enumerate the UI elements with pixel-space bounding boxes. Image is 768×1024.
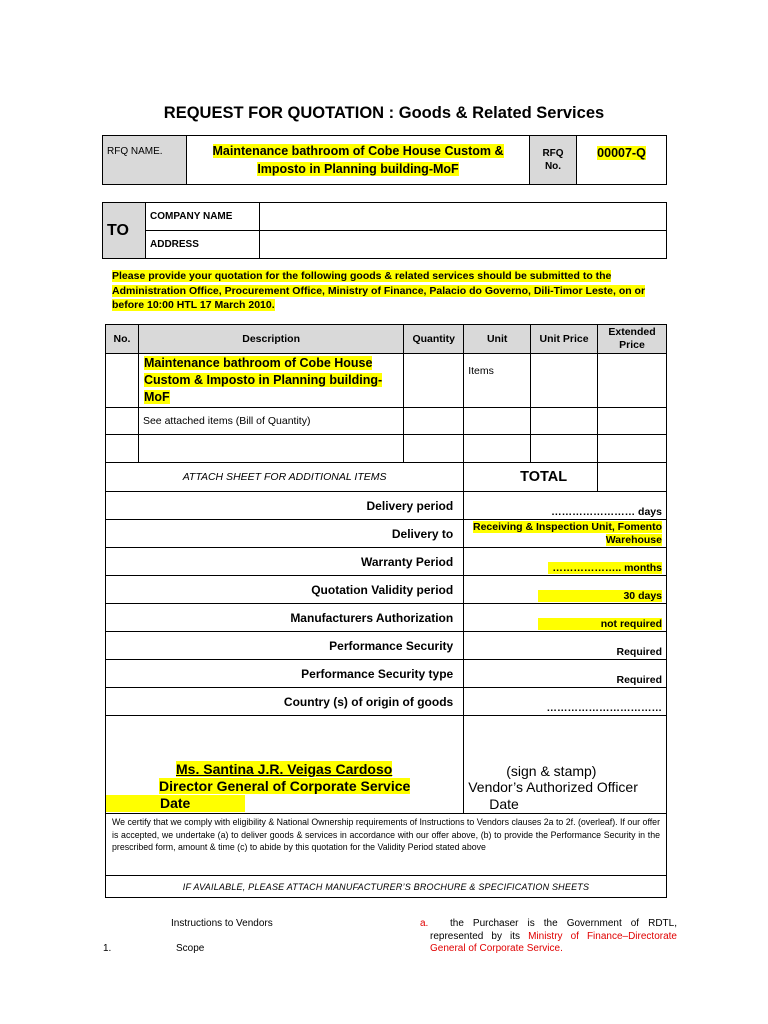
- term-label: Delivery period: [106, 492, 464, 520]
- term-label: Quotation Validity period: [106, 576, 464, 604]
- term-value: ……………….. months: [548, 562, 662, 574]
- term-row: [106, 632, 667, 660]
- rfq-name-value: Maintenance bathroom of Cobe House Custom & Imposto in Planning building-MoF: [212, 144, 504, 176]
- item-quantity-cell[interactable]: [404, 435, 464, 463]
- purchaser-position: Director General of Corporate Service: [159, 778, 411, 794]
- term-row: [106, 576, 667, 604]
- address-field[interactable]: [260, 231, 667, 259]
- term-value: …………………… days: [464, 492, 667, 520]
- term-row: [106, 688, 667, 716]
- instruction-block: [112, 269, 660, 313]
- item-extended-price-cell[interactable]: [598, 354, 667, 408]
- clause-text: the Purchaser is the Government of RDTL, represented by its: [430, 918, 677, 942]
- address-label: ADDRESS: [146, 231, 260, 259]
- term-label: Performance Security type: [106, 660, 464, 688]
- purchaser-signature-cell: [106, 716, 464, 814]
- vendor-stamp-label: (sign & stamp): [506, 762, 597, 779]
- col-header-quantity: Quantity: [404, 325, 464, 354]
- section-number: 1.: [103, 943, 112, 954]
- term-row: [106, 492, 667, 520]
- rfq-no-label: RFQ No.: [530, 136, 577, 185]
- vendor-signature-cell[interactable]: [464, 716, 667, 814]
- term-value: Required: [464, 632, 667, 660]
- table-row: [106, 354, 667, 408]
- col-header-description: Description: [138, 325, 403, 354]
- term-value-cell: [464, 576, 667, 604]
- term-value: Receiving & Inspection Unit, Fomento Warehouse: [472, 520, 662, 546]
- term-label: Delivery to: [106, 520, 464, 548]
- item-unit-price-cell[interactable]: [531, 408, 598, 435]
- instruction-text: Please provide your quotation for the following goods & related services should be submitted to the Administration Office, Procurement Office, Ministry of Finance, Palacio do Governo, Dili-Timor Leste, on or before 10:00 HTL 17 March 2010.: [112, 270, 646, 311]
- term-value: 30 days: [538, 590, 662, 602]
- term-label: Manufacturers Authorization: [106, 604, 464, 632]
- clause-marker: a.: [420, 918, 429, 929]
- item-description-cell: [138, 354, 403, 408]
- item-quantity-cell[interactable]: [404, 354, 464, 408]
- item-no-cell: [106, 408, 139, 435]
- purchaser-date: Date: [106, 795, 245, 812]
- company-name-field[interactable]: [260, 203, 667, 231]
- rfq-name-label: RFQ NAME.: [103, 136, 187, 185]
- page-title: REQUEST FOR QUOTATION : Goods & Related Services: [163, 104, 605, 122]
- term-row: [106, 604, 667, 632]
- vendor-officer-label: Vendor’s Authorized Officer: [468, 779, 638, 795]
- col-header-unit: Unit: [464, 325, 531, 354]
- instructions-title: Instructions to Vendors: [171, 918, 273, 929]
- term-value: Required: [464, 660, 667, 688]
- term-value-cell: [464, 604, 667, 632]
- items-table: [105, 324, 667, 898]
- term-label: Country (s) of origin of goods: [106, 688, 464, 716]
- to-label: TO: [103, 203, 146, 259]
- item-unit-price-cell[interactable]: [531, 435, 598, 463]
- item-description: Maintenance bathroom of Cobe House Custom & Imposto in Planning building-MoF: [143, 356, 383, 404]
- vendor-date-label: Date: [489, 795, 519, 812]
- item-unit-price-cell[interactable]: [531, 354, 598, 408]
- term-value-cell: [464, 520, 667, 548]
- certification-text: We certify that we comply with eligibility & National Ownership requirements of Instructions to Vendors clauses 2a to 2f. (overleaf). If our offer is accepted, we undertake (a) to deliver goods & services in accordance with our offer above, (b) to provide the Performance Security in the prescribed form, amount & time (c) to abide by this quotation for the Validity Period stated above: [106, 814, 667, 876]
- item-extended-price-cell[interactable]: [598, 435, 667, 463]
- term-value: ……………………………: [464, 688, 667, 716]
- item-description: See attached items (Bill of Quantity): [138, 408, 403, 435]
- section-title: Scope: [176, 943, 205, 954]
- term-row: [106, 548, 667, 576]
- rfq-table: [102, 135, 667, 185]
- rfq-no-value: 00007-Q: [597, 146, 646, 160]
- purchaser-name: Ms. Santina J.R. Veigas Cardoso: [176, 761, 393, 777]
- term-row: [106, 520, 667, 548]
- term-label: Warranty Period: [106, 548, 464, 576]
- attach-sheet-note: ATTACH SHEET FOR ADDITIONAL ITEMS: [106, 463, 464, 492]
- col-header-extended-price: Extended Price: [598, 325, 667, 354]
- item-no-cell: [106, 435, 139, 463]
- total-value-cell[interactable]: [598, 463, 667, 492]
- col-header-no: No.: [106, 325, 139, 354]
- item-unit-cell: [464, 408, 531, 435]
- term-value: not required: [538, 618, 662, 630]
- item-no-cell: [106, 354, 139, 408]
- term-row: [106, 660, 667, 688]
- total-label: TOTAL: [464, 463, 598, 492]
- brochure-note: IF AVAILABLE, PLEASE ATTACH MANUFACTURER’S BROCHURE & SPECIFICATION SHEETS: [106, 876, 667, 898]
- term-label: Performance Security: [106, 632, 464, 660]
- item-quantity-cell[interactable]: [404, 408, 464, 435]
- rfq-no-value-cell: [577, 136, 667, 185]
- company-name-label: COMPANY NAME: [146, 203, 260, 231]
- rfq-name-value-cell: [187, 136, 530, 185]
- clause-block: [430, 918, 677, 956]
- item-unit: Items: [464, 354, 531, 408]
- clause-red-text: Ministry of Finance–Directorate General of Corporate Service.: [430, 930, 677, 954]
- item-extended-price-cell[interactable]: [598, 408, 667, 435]
- col-header-unit-price: Unit Price: [531, 325, 598, 354]
- term-value-cell: [464, 548, 667, 576]
- table-row: [106, 435, 667, 463]
- item-description-cell[interactable]: [138, 435, 403, 463]
- table-row: [106, 408, 667, 435]
- to-table: [102, 202, 667, 259]
- item-unit-cell: [464, 435, 531, 463]
